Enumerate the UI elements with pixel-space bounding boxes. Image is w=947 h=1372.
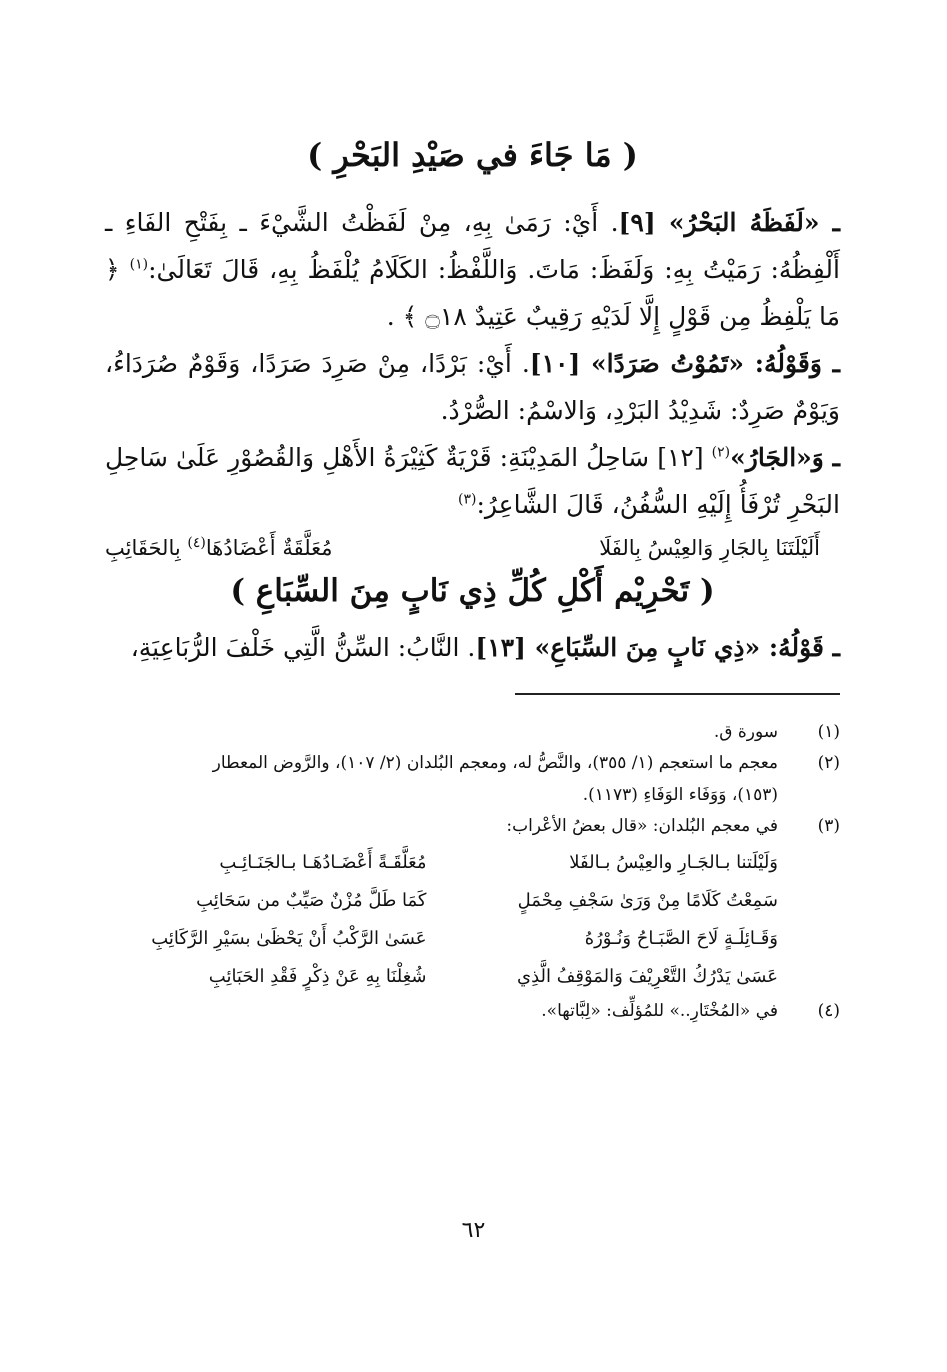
footnote-text: سورة ق. xyxy=(713,721,778,742)
poem-hemistich: سَمِعْتُ كَلَامًا مِنْ وَرَىٰ سَجْفِ مِحْمَلٍ xyxy=(517,890,778,912)
footnote-ref: (٢) xyxy=(711,444,731,461)
paragraph-lafazahu xyxy=(105,199,840,340)
footnote-3 xyxy=(105,811,840,842)
verse-text: بِالحَقَائِبِ xyxy=(105,535,181,560)
paragraph-lead: ـ وَ«الجَارُ» xyxy=(730,442,840,472)
paragraph-lead: ـ وَقَوْلُهُ: «تَمُوْتُ صَرَدًا» [١٠] xyxy=(529,348,841,378)
paragraph-sarad xyxy=(105,340,840,434)
footnote-body xyxy=(105,748,778,811)
footnote-divider xyxy=(515,693,840,695)
section-heading: ( مَا جَاءَ في صَيْدِ البَحْرِ ) xyxy=(307,136,638,174)
footnote-poem xyxy=(105,844,840,995)
quran-quote: ﴿ مَا يَلْفِظُ مِن قَوْلٍ إِلَّا لَدَيْهِ رَقِيبٌ عَتِيدٌ ۝١٨ ﴾ . xyxy=(105,254,840,331)
poem-hemistich: عَسَىٰ يَدْرُكُ التَّعْرِيْفَ وَالمَوْقِفُ الَّذِي xyxy=(517,965,778,987)
footnote-text: في «المُخْتَارِ..» للمُؤلِّف: «لِبَّاتها». xyxy=(541,1000,778,1021)
paragraph-lead: ـ «لَفَظَهُ البَحْرُ» [٩] xyxy=(618,207,840,237)
footnote-ref: (٣) xyxy=(457,491,477,508)
footnote-4 xyxy=(105,996,840,1027)
paragraph-text: . النَّابُ: السِّنُّ الَّتِي خَلْفَ الرُّبَاعِيَةِ، xyxy=(130,632,476,662)
verse-text: مُعَلَّقَةٌ أَعْضَادُهَا xyxy=(205,535,333,560)
verse-first-hemistich: أَلَيْلَتَنَا بِالجَارِ وَالعِيْسُ بِالفَلَا xyxy=(599,535,820,560)
footnote-number: (٤) xyxy=(817,1000,840,1021)
footnote-number: (٢) xyxy=(817,753,840,774)
poem-hemistich: عَسَىٰ الرَّكْبُ أَنْ يَحْظَىٰ بسَيْرِ الرَّكَائِبِ xyxy=(151,928,427,950)
footnote-number: (٣) xyxy=(817,816,840,836)
paragraph-naab xyxy=(105,624,840,671)
poem-hemistich: شُغِلْنَا بِهِ عَنْ ذِكْرٍ فَقْدِ الحَبَائِبِ xyxy=(208,965,427,987)
poem-hemistich: مُعَلَّقَـةً أَعْضَـادُهَـا بـالجَنَـائِـبِ xyxy=(219,852,427,874)
footnote-ref: (١) xyxy=(129,256,149,273)
verse-second-hemistich xyxy=(105,530,333,568)
poem-hemistich: كَمَا طَلَّ مُزْنٌ صَيِّبٌ من سَحَائِبِ xyxy=(196,890,427,912)
page-number: ٦٢ xyxy=(461,1218,486,1243)
paragraph-text: [١٢] سَاحِلُ المَدِيْنَةِ: قَرْيَةٌ كَثِيْرَةُ الأَهْلِ وَالقُصُوْرِ عَلَىٰ سَاحِلِ البَحْرِ تُرْفَأُ إِلَيْهِ السُّفُنُ، قَالَ الشَّاعِرُ: xyxy=(105,442,840,519)
paragraph-lead: ـ قَوْلُهُ: «ذِي نَابٍ مِنَ السِّبَاعِ» [١٣] xyxy=(475,632,840,662)
footnote-1 xyxy=(105,717,840,748)
poem-hemistich: وَلَيْلَتنا بـالجَـارِ والعِيْسُ بـالفَلا xyxy=(569,852,778,874)
paragraph-jar xyxy=(105,434,840,528)
footnote-number: (١) xyxy=(817,721,840,742)
poetry-verse xyxy=(105,530,840,568)
page-content xyxy=(105,135,840,1027)
footnote-text: في معجم البُلدان: «قال بعضُ الأعْراب: xyxy=(506,816,778,836)
poem-hemistich: وَقَـائِلَـةٍ لَاحَ الصَّبَـاحُ وَنُـوْرُهُ xyxy=(584,928,778,950)
footnote-text: معجم ما استعجم (١/ ٣٥٥)، والنَّصُّ له، ومعجم البُلدان (٢/ ١٠٧)، والرَّوض المعطار xyxy=(212,753,778,774)
paragraph-text: . أَيْ: بَرْدًا، مِنْ صَرِدَ صَرَدًا، وَقَوْمٌ صُرَدَاءُ، وَيَوْمٌ صَرِدٌ: شَدِيْدُ البَرْدِ، وَالاسْمُ: الصُّرْدُ. xyxy=(105,348,840,425)
footnote-text: (١٥٣)، وَوَفَاء الوَفَاءِ (١١٧٣). xyxy=(582,784,778,805)
paragraph-text: . أَيْ: رَمَىٰ بِهِ، مِنْ لَفَظْتُ الشَّيْءَ ـ بِفَتْحِ الفَاءِ ـ أَلْفِظُهُ: رَمَيْتُ بِهِ: وَلَفَظَ: مَاتَ. وَاللَّفْظُ: الكَلَامُ يُلْفَظُ بِهِ، قَالَ تَعَالَىٰ: xyxy=(105,207,840,284)
section-heading: ( تَحْرِيْم أَكْلِ كُلِّ ذِي نَابٍ مِنَ السِّبَاعِ ) xyxy=(230,573,715,610)
footnote-2 xyxy=(105,748,840,811)
footnote-ref: (٤) xyxy=(187,534,206,551)
